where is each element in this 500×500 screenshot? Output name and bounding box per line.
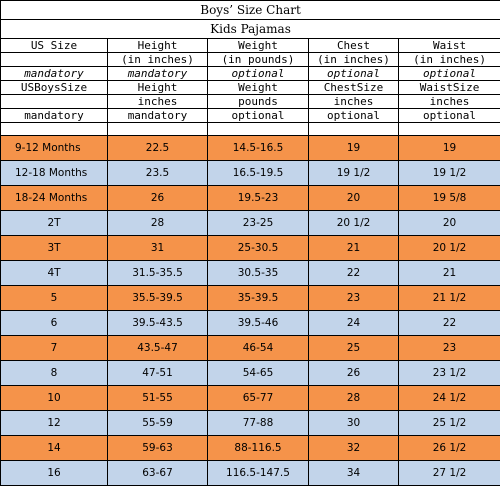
table-row (1, 211, 500, 236)
header-cell-height: Height (108, 39, 208, 53)
cell-height: 63-67 (108, 461, 208, 486)
spacer-cell (208, 123, 309, 136)
header-row (1, 53, 500, 67)
table-row (1, 136, 500, 161)
cell-height: 47-51 (108, 361, 208, 386)
cell-height: 39.5-43.5 (108, 311, 208, 336)
cell-chest: 20 1/2 (309, 211, 399, 236)
cell-chest: 23 (309, 286, 399, 311)
header-cell-size: mandatory (1, 109, 108, 123)
header-cell-chest: optional (309, 67, 399, 81)
header-cell-weight: Weight (208, 81, 309, 95)
cell-size: 6 (1, 311, 108, 336)
cell-size: 5 (1, 286, 108, 311)
cell-chest: 19 1/2 (309, 161, 399, 186)
cell-weight: 65-77 (208, 386, 309, 411)
header-cell-size: USBoysSize (1, 81, 108, 95)
cell-size: 16 (1, 461, 108, 486)
cell-waist: 23 1/2 (399, 361, 500, 386)
cell-chest: 20 (309, 186, 399, 211)
cell-size: 12-18 Months (1, 161, 108, 186)
cell-weight: 25-30.5 (208, 236, 309, 261)
cell-weight: 88-116.5 (208, 436, 309, 461)
cell-height: 59-63 (108, 436, 208, 461)
cell-waist: 20 1/2 (399, 236, 500, 261)
header-cell-chest: optional (309, 109, 399, 123)
header-cell-height: Height (108, 81, 208, 95)
cell-waist: 21 1/2 (399, 286, 500, 311)
header-cell-weight: (in pounds) (208, 53, 309, 67)
cell-height: 23.5 (108, 161, 208, 186)
header-cell-weight: optional (208, 109, 309, 123)
cell-waist: 19 1/2 (399, 161, 500, 186)
cell-chest: 32 (309, 436, 399, 461)
header-cell-size: mandatory (1, 67, 108, 81)
header-cell-weight: pounds (208, 95, 309, 109)
cell-weight: 116.5-147.5 (208, 461, 309, 486)
table-row (1, 461, 500, 486)
cell-height: 28 (108, 211, 208, 236)
header-cell-size: US Size (1, 39, 108, 53)
table-row (1, 186, 500, 211)
cell-weight: 46-54 (208, 336, 309, 361)
spacer-cell (1, 123, 108, 136)
cell-chest: 25 (309, 336, 399, 361)
table-row (1, 236, 500, 261)
header-cell-height: mandatory (108, 109, 208, 123)
header-row (1, 39, 500, 53)
cell-chest: 30 (309, 411, 399, 436)
cell-chest: 26 (309, 361, 399, 386)
cell-height: 31 (108, 236, 208, 261)
title-row (1, 1, 500, 20)
cell-chest: 34 (309, 461, 399, 486)
table-row (1, 261, 500, 286)
header-cell-size (1, 53, 108, 67)
cell-waist: 19 5/8 (399, 186, 500, 211)
header-cell-weight: Weight (208, 39, 309, 53)
cell-weight: 54-65 (208, 361, 309, 386)
table-row (1, 411, 500, 436)
table-row (1, 336, 500, 361)
header-cell-chest: ChestSize (309, 81, 399, 95)
header-row (1, 109, 500, 123)
header-cell-waist: Waist (399, 39, 500, 53)
header-cell-waist: WaistSize (399, 81, 500, 95)
cell-size: 12 (1, 411, 108, 436)
cell-waist: 22 (399, 311, 500, 336)
cell-size: 4T (1, 261, 108, 286)
cell-height: 35.5-39.5 (108, 286, 208, 311)
cell-chest: 28 (309, 386, 399, 411)
table-row (1, 386, 500, 411)
cell-weight: 23-25 (208, 211, 309, 236)
cell-height: 51-55 (108, 386, 208, 411)
header-cell-size (1, 95, 108, 109)
header-cell-chest: Chest (309, 39, 399, 53)
cell-size: 10 (1, 386, 108, 411)
cell-waist: 23 (399, 336, 500, 361)
spacer-cell (309, 123, 399, 136)
header-cell-waist: inches (399, 95, 500, 109)
cell-waist: 20 (399, 211, 500, 236)
cell-height: 55-59 (108, 411, 208, 436)
header-row (1, 81, 500, 95)
cell-weight: 35-39.5 (208, 286, 309, 311)
spacer-row (1, 123, 500, 136)
cell-waist: 21 (399, 261, 500, 286)
cell-weight: 30.5-35 (208, 261, 309, 286)
cell-height: 31.5-35.5 (108, 261, 208, 286)
cell-size: 18-24 Months (1, 186, 108, 211)
cell-waist: 24 1/2 (399, 386, 500, 411)
cell-chest: 24 (309, 311, 399, 336)
cell-waist: 25 1/2 (399, 411, 500, 436)
header-cell-waist: optional (399, 109, 500, 123)
cell-weight: 16.5-19.5 (208, 161, 309, 186)
spacer-cell (108, 123, 208, 136)
cell-waist: 19 (399, 136, 500, 161)
cell-height: 22.5 (108, 136, 208, 161)
subtitle-row (1, 20, 500, 39)
header-cell-height: mandatory (108, 67, 208, 81)
header-cell-weight: optional (208, 67, 309, 81)
table-row (1, 311, 500, 336)
cell-size: 7 (1, 336, 108, 361)
cell-waist: 26 1/2 (399, 436, 500, 461)
table-row (1, 161, 500, 186)
header-cell-waist: optional (399, 67, 500, 81)
cell-weight: 77-88 (208, 411, 309, 436)
cell-weight: 14.5-16.5 (208, 136, 309, 161)
cell-size: 3T (1, 236, 108, 261)
header-cell-waist: (in inches) (399, 53, 500, 67)
cell-chest: 21 (309, 236, 399, 261)
header-cell-height: inches (108, 95, 208, 109)
header-row (1, 67, 500, 81)
table-row (1, 361, 500, 386)
table-row (1, 286, 500, 311)
chart-title: Boys’ Size Chart (1, 1, 500, 20)
cell-height: 26 (108, 186, 208, 211)
cell-size: 9-12 Months (1, 136, 108, 161)
cell-waist: 27 1/2 (399, 461, 500, 486)
header-cell-height: (in inches) (108, 53, 208, 67)
table-row (1, 436, 500, 461)
cell-weight: 19.5-23 (208, 186, 309, 211)
cell-weight: 39.5-46 (208, 311, 309, 336)
cell-size: 2T (1, 211, 108, 236)
header-row (1, 95, 500, 109)
cell-size: 8 (1, 361, 108, 386)
header-cell-chest: inches (309, 95, 399, 109)
cell-height: 43.5-47 (108, 336, 208, 361)
chart-subtitle: Kids Pajamas (1, 20, 500, 39)
cell-chest: 19 (309, 136, 399, 161)
spacer-cell (399, 123, 500, 136)
cell-chest: 22 (309, 261, 399, 286)
cell-size: 14 (1, 436, 108, 461)
header-cell-chest: (in inches) (309, 53, 399, 67)
